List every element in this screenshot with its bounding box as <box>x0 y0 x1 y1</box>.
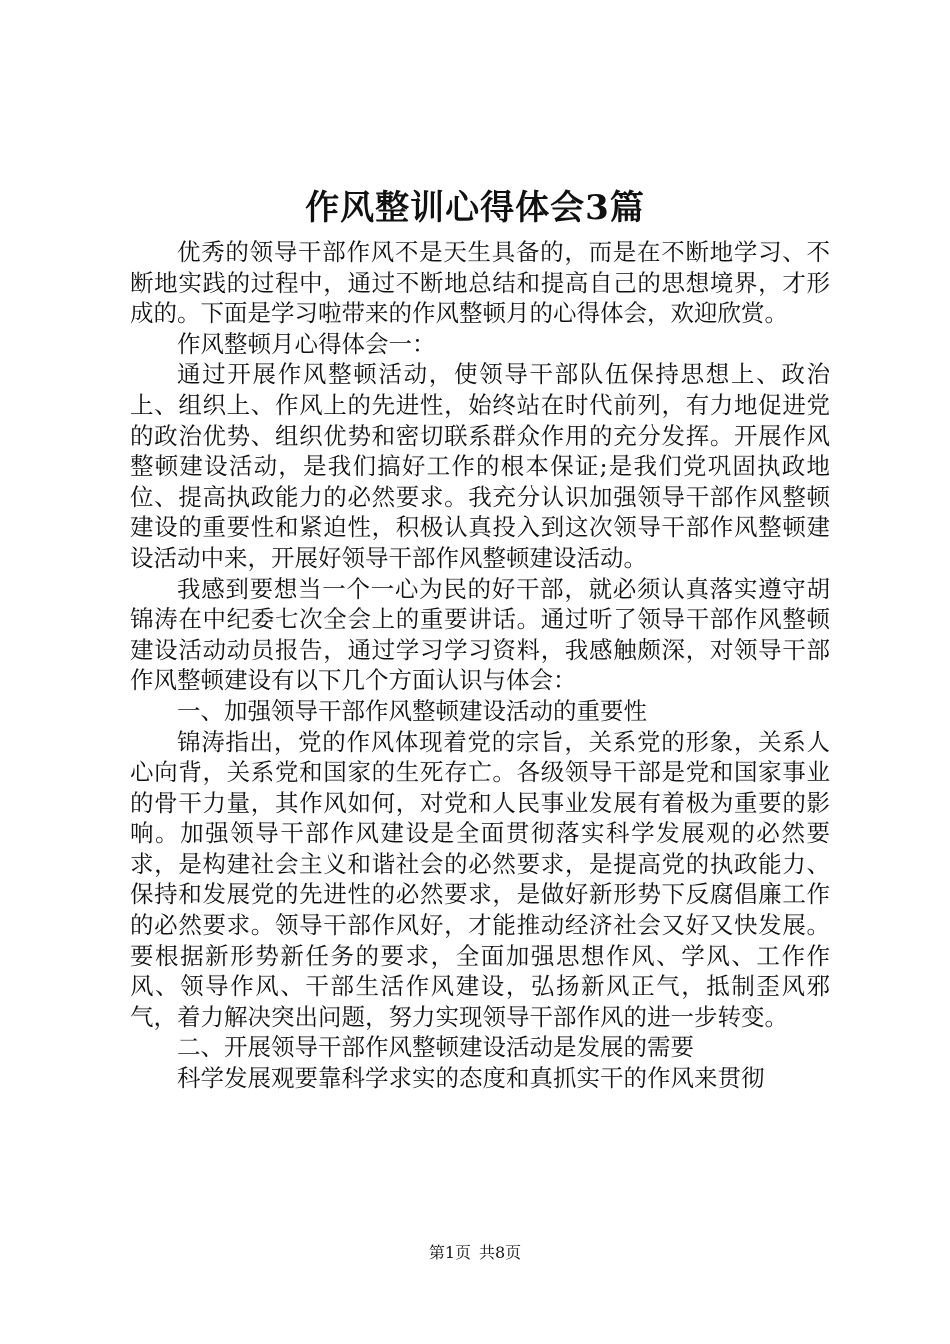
page-footer <box>0 1242 950 1264</box>
section-heading: 一、加强领导干部作风整顿建设活动的重要性 <box>177 696 647 725</box>
paragraph: 优秀的领导干部作风不是天生具备的，而是在不断地学习、不断地实践的过程中，通过不断地总结和提高自己的思想境界，才形成的。下面是学习啦带来的作风整顿月的心得体会，欢迎欣赏。 <box>130 238 830 328</box>
document-body <box>130 237 830 1094</box>
page-number: 第1页 <box>428 1243 471 1262</box>
paragraph: 科学发展观要靠科学求实的态度和真抓实干的作风来贯彻 <box>177 1064 765 1093</box>
section-heading: 作风整顿月心得体会一： <box>177 329 436 358</box>
page-total: 共8页 <box>479 1243 522 1262</box>
paragraph: 通过开展作风整顿活动，使领导干部队伍保持思想上、政治上、组织上、作风上的先进性，始终站在时代前列，有力地促进党的政治优势、组织优势和密切联系群众作用的充分发挥。开展作风整顿建设活动，是我们搞好工作的根本保证;是我们党巩固执政地位、提高执政能力的必然要求。我充分认识加强领导干部作风整顿建设的重要性和紧迫性，积极认真投入到这次领导干部作风整顿建设活动中来，开展好领导干部作风整顿建设活动。 <box>130 360 830 572</box>
paragraph: 我感到要想当一个一心为民的好干部，就必须认真落实遵守胡锦涛在中纪委七次全会上的重要讲话。通过听了领导干部作风整顿建设活动动员报告，通过学习学习资料，我感触颇深，对领导干部作风整顿建设有以下几个方面认识与体会： <box>130 574 830 695</box>
paragraph: 锦涛指出，党的作风体现着党的宗旨，关系党的形象，关系人心向背，关系党和国家的生死存亡。各级领导干部是党和国家事业的骨干力量，其作风如何，对党和人民事业发展有着极为重要的影响。加强领导干部作风建设是全面贯彻落实科学发展观的必然要求，是构建社会主义和谐社会的必然要求，是提高党的执政能力、保持和发展党的先进性的必然要求，是做好新形势下反腐倡廉工作的必然要求。领导干部作风好，才能推动经济社会又好又快发展。要根据新形势新任务的要求，全面加强思想作风、学风、工作作风、领导作风、干部生活作风建设，弘扬新风正气，抵制歪风邪气，着力解决突出问题，努力实现领导干部作风的进一步转变。 <box>130 727 830 1031</box>
section-heading: 二、开展领导干部作风整顿建设活动是发展的需要 <box>177 1033 694 1062</box>
document-title: 作风整训心得体会3篇 <box>305 188 645 228</box>
